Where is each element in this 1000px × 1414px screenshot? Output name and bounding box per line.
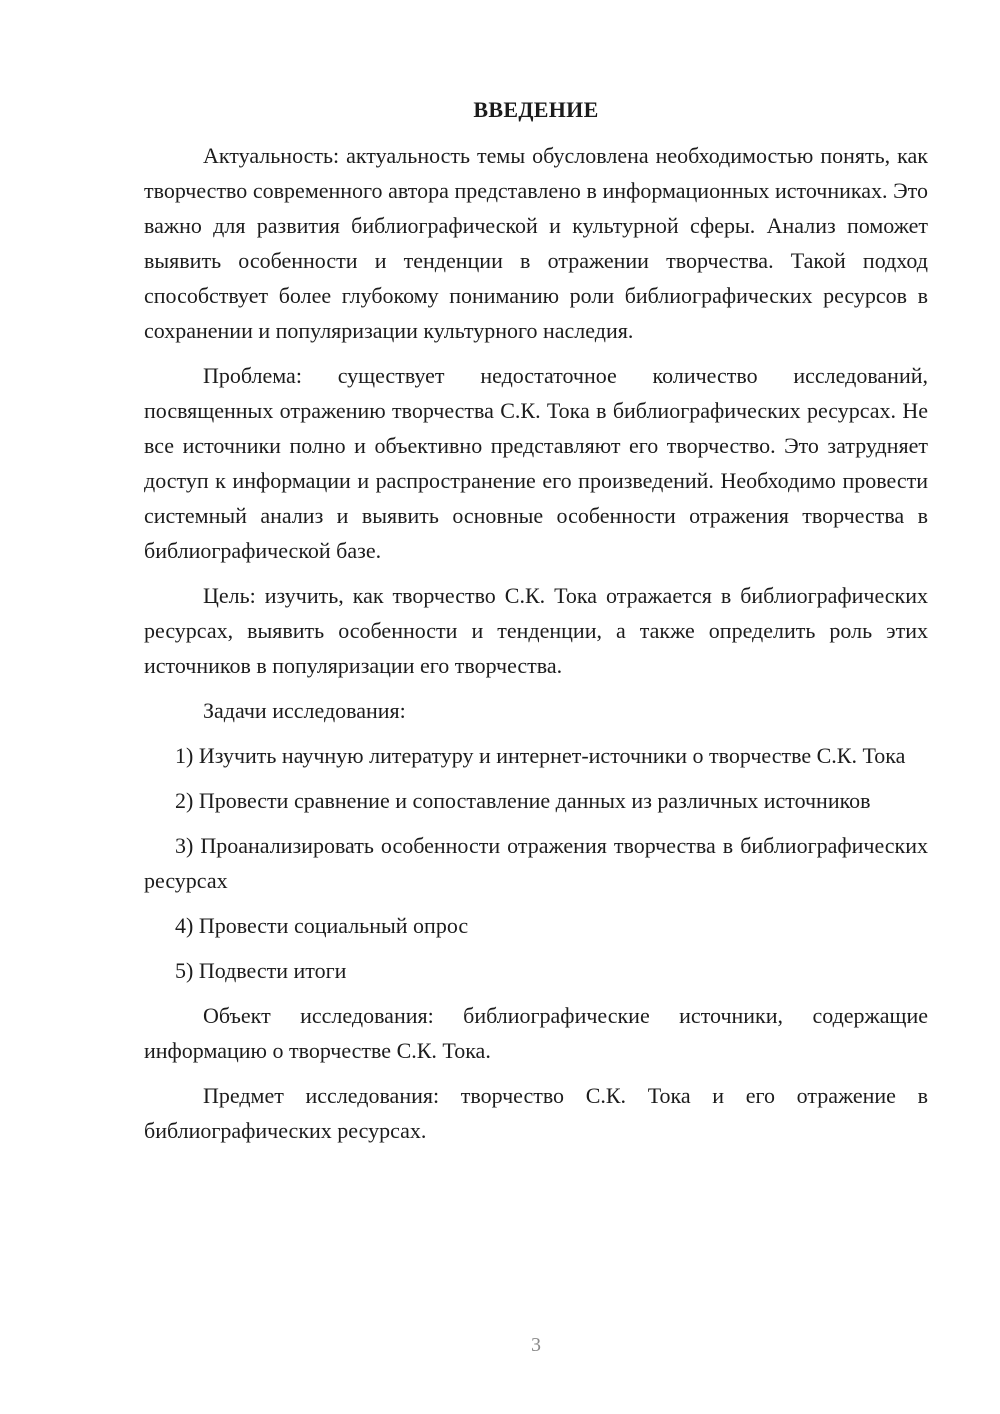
task-item: 5) Подвести итоги	[175, 958, 347, 983]
relevance-paragraph: Актуальность: актуальность темы обусловлена необходимостью понять, как творчество современного автора представлено в информационных источниках. Это важно для развития библиографической и культурной сферы. Анализ поможет выявить особенности и тенденции в отражении творчества. Такой подход способствует более глубокому пониманию роли библиографических ресурсов в сохранении и популяризации культурного наследия.	[144, 143, 928, 343]
task-item: 1) Изучить научную литературу и интернет-источники о творчестве С.К. Тока	[175, 743, 906, 768]
problem-paragraph: Проблема: существует недостаточное количество исследований, посвященных отражению творчества С.К. Тока в библиографических ресурсах. Не все источники полно и объективно представляют его творчество. Это затрудняет доступ к информации и распространение его произведений. Необходимо провести системный анализ и выявить основные особенности отражения творчества в библиографической базе.	[144, 363, 928, 563]
section-title: ВВЕДЕНИЕ	[473, 97, 599, 122]
tasks-heading: Задачи исследования:	[203, 698, 406, 723]
task-item: 4) Провести социальный опрос	[175, 913, 469, 938]
object-paragraph: Объект исследования: библиографические источники, содержащие информацию о творчестве С.К. Тока.	[144, 1003, 928, 1063]
task-item: 3) Проанализировать особенности отражения творчества в библиографических ресурсах	[144, 833, 928, 893]
page-content	[144, 92, 928, 1158]
page-number: 3	[531, 1334, 541, 1356]
goal-paragraph: Цель: изучить, как творчество С.К. Тока отражается в библиографических ресурсах, выявить особенности и тенденции, а также определить роль этих источников в популяризации его творчества.	[144, 583, 928, 678]
task-item: 2) Провести сравнение и сопоставление данных из различных источников	[175, 788, 871, 813]
subject-paragraph: Предмет исследования: творчество С.К. Тока и его отражение в библиографических ресурсах.	[144, 1083, 928, 1143]
